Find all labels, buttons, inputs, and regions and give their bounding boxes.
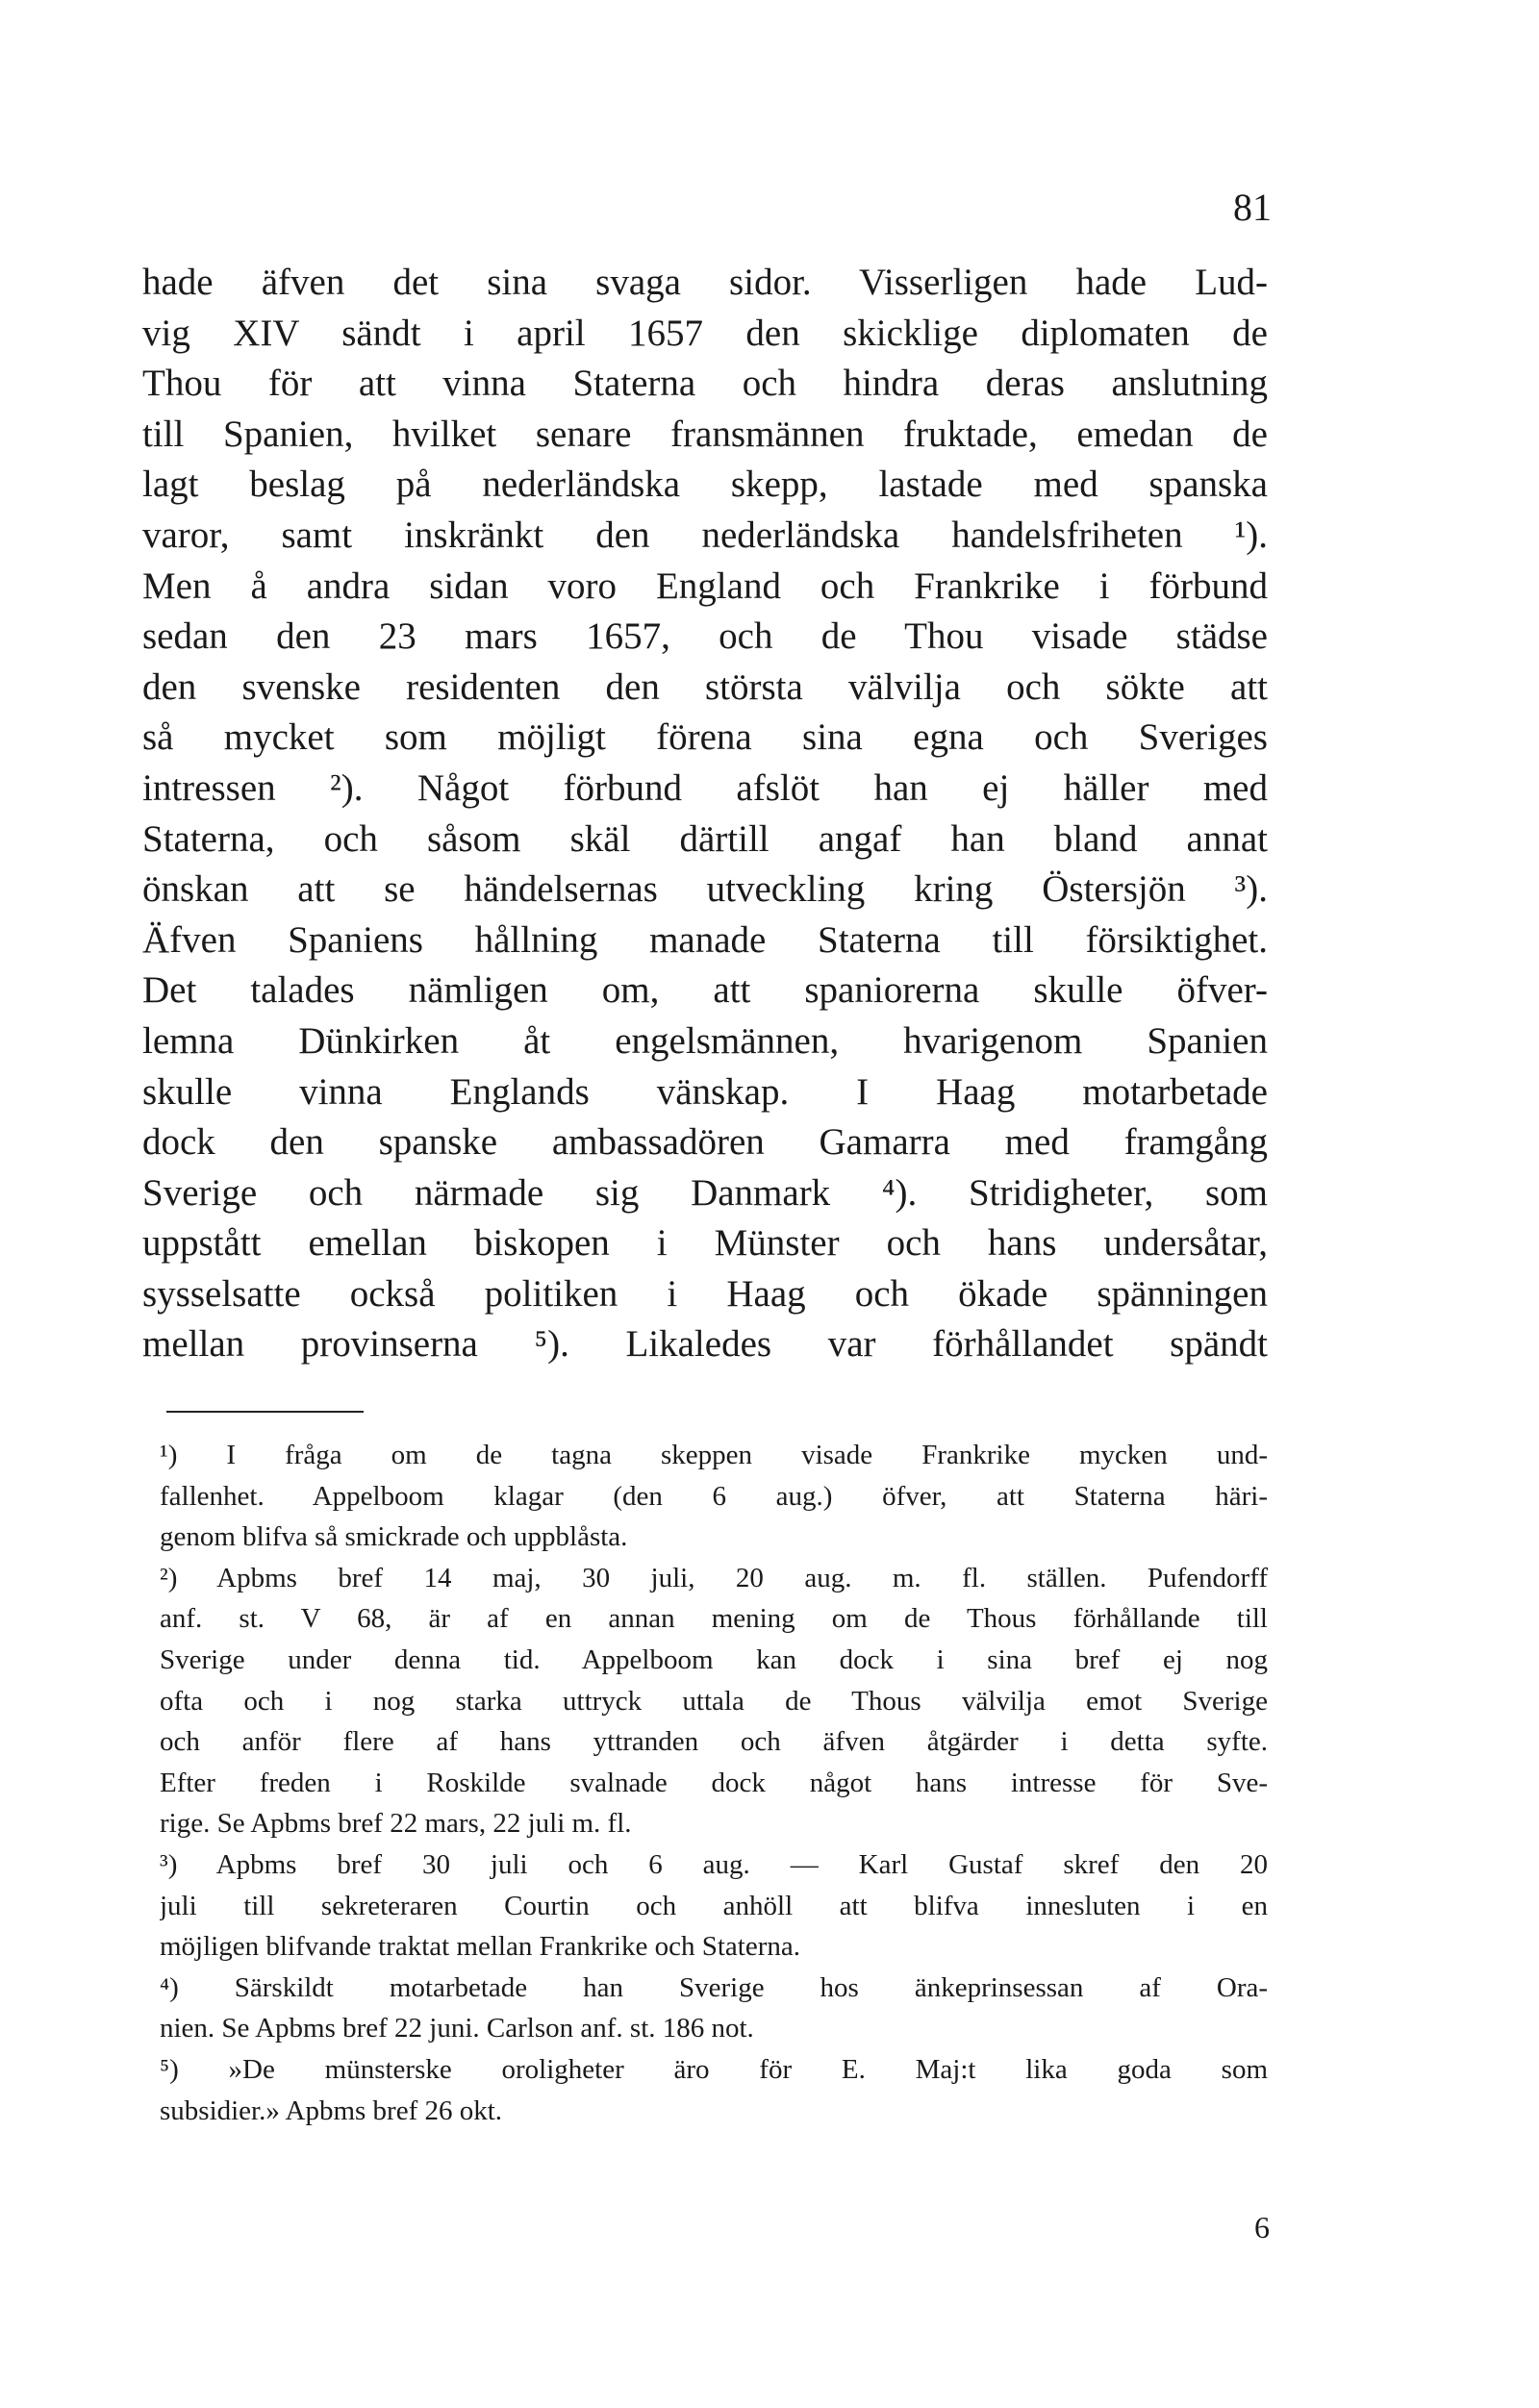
body-line: Sverige och närmade sig Danmark ⁴). Stridigheter, som xyxy=(142,1171,1268,1214)
body-line: lemna Dünkirken åt engelsmännen, hvarigenom Spanien xyxy=(142,1019,1268,1062)
body-line: sysselsatte också politiken i Haag och ökade spänningen xyxy=(142,1272,1268,1315)
body-line: skulle vinna Englands vänskap. I Haag motarbetade xyxy=(142,1070,1268,1113)
body-line: dock den spanske ambassadören Gamarra med framgång xyxy=(142,1121,1268,1164)
body-line: till Spanien, hvilket senare fransmännen fruktade, emedan de xyxy=(142,413,1268,455)
body-line: Det talades nämligen om, att spaniorerna skulle öfver- xyxy=(142,969,1268,1012)
footnote-line: juli till sekreteraren Courtin och anhöll att blifva innesluten i en xyxy=(160,1890,1268,1921)
footnote-line: genom blifva så smickrade och uppblåsta. xyxy=(160,1521,628,1553)
body-line: så mycket som möjligt förena sina egna och Sveriges xyxy=(142,716,1268,759)
footnote-line: ⁵) »De münsterske oroligheter äro för E. Maj:t lika goda som xyxy=(160,2053,1268,2085)
body-line: önskan att se händelsernas utveckling kring Östersjön ³). xyxy=(142,868,1268,911)
body-line: uppstått emellan biskopen i Münster och hans undersåtar, xyxy=(142,1222,1268,1265)
footnote-line: ³) Apbms bref 30 juli och 6 aug. — Karl Gustaf skref den 20 xyxy=(160,1848,1268,1880)
footnote-line: subsidier.» Apbms bref 26 okt. xyxy=(160,2094,503,2126)
body-line: hade äfven det sina svaga sidor. Visserligen hade Lud- xyxy=(142,262,1268,303)
body-line: den svenske residenten den största välvilja och sökte att xyxy=(142,665,1268,708)
footnotes xyxy=(160,1435,1268,2131)
body-line: sedan den 23 mars 1657, och de Thou visade städse xyxy=(142,615,1268,658)
footnote-line: Efter freden i Roskilde svalnade dock något hans intresse för Sve- xyxy=(160,1767,1268,1798)
signature-mark: 6 xyxy=(1254,2210,1270,2245)
footnote-line: och anför flere af hans yttranden och äfven åtgärder i detta syfte. xyxy=(160,1726,1268,1758)
body-text xyxy=(142,258,1268,1370)
footnote-line: ⁴) Särskildt motarbetade han Sverige hos änkeprinsessan af Ora- xyxy=(160,1971,1268,2003)
footnote-line: nien. Se Apbms bref 22 juni. Carlson anf. st. 186 not. xyxy=(160,2013,754,2044)
footnote-line: ²) Apbms bref 14 maj, 30 juli, 20 aug. m. fl. ställen. Pufendorff xyxy=(160,1562,1268,1593)
footnote-line: ofta och i nog starka uttryck uttala de Thous välvilja emot Sverige xyxy=(160,1685,1268,1717)
page-number: 81 xyxy=(1233,186,1272,229)
footnote-separator xyxy=(166,1411,364,1413)
footnote-line: fallenhet. Appelboom klagar (den 6 aug.) öfver, att Staterna häri- xyxy=(160,1480,1268,1512)
footnote-line: Sverige under denna tid. Appelboom kan dock i sina bref ej nog xyxy=(160,1643,1268,1675)
footnote-line: ¹) I fråga om de tagna skeppen visade Frankrike mycken und- xyxy=(160,1440,1268,1470)
body-line: mellan provinserna ⁵). Likaledes var förhållandet spändt xyxy=(142,1323,1268,1366)
body-line: intressen ²). Något förbund afslöt han ej häller med xyxy=(142,766,1268,809)
body-line: varor, samt inskränkt den nederländska handelsfriheten ¹). xyxy=(142,514,1268,556)
body-line: Thou för att vinna Staterna och hindra deras anslutning xyxy=(142,363,1268,405)
footnote-line: rige. Se Apbms bref 22 mars, 22 juli m. fl. xyxy=(160,1808,632,1840)
body-line: Men å andra sidan voro England och Frankrike i förbund xyxy=(142,564,1268,607)
body-line: Staterna, och såsom skäl därtill angaf han bland annat xyxy=(142,817,1268,860)
footnote-line: möjligen blifvande traktat mellan Frankrike och Staterna. xyxy=(160,1931,800,1963)
body-line: vig XIV sändt i april 1657 den skicklige diplomaten de xyxy=(142,312,1268,354)
footnote-line: anf. st. V 68, är af en annan mening om de Thous förhållande till xyxy=(160,1603,1268,1635)
body-line: Äfven Spaniens hållning manade Staterna till försiktighet. xyxy=(142,918,1268,961)
body-line: lagt beslag på nederländska skepp, lastade med spanska xyxy=(142,464,1268,506)
